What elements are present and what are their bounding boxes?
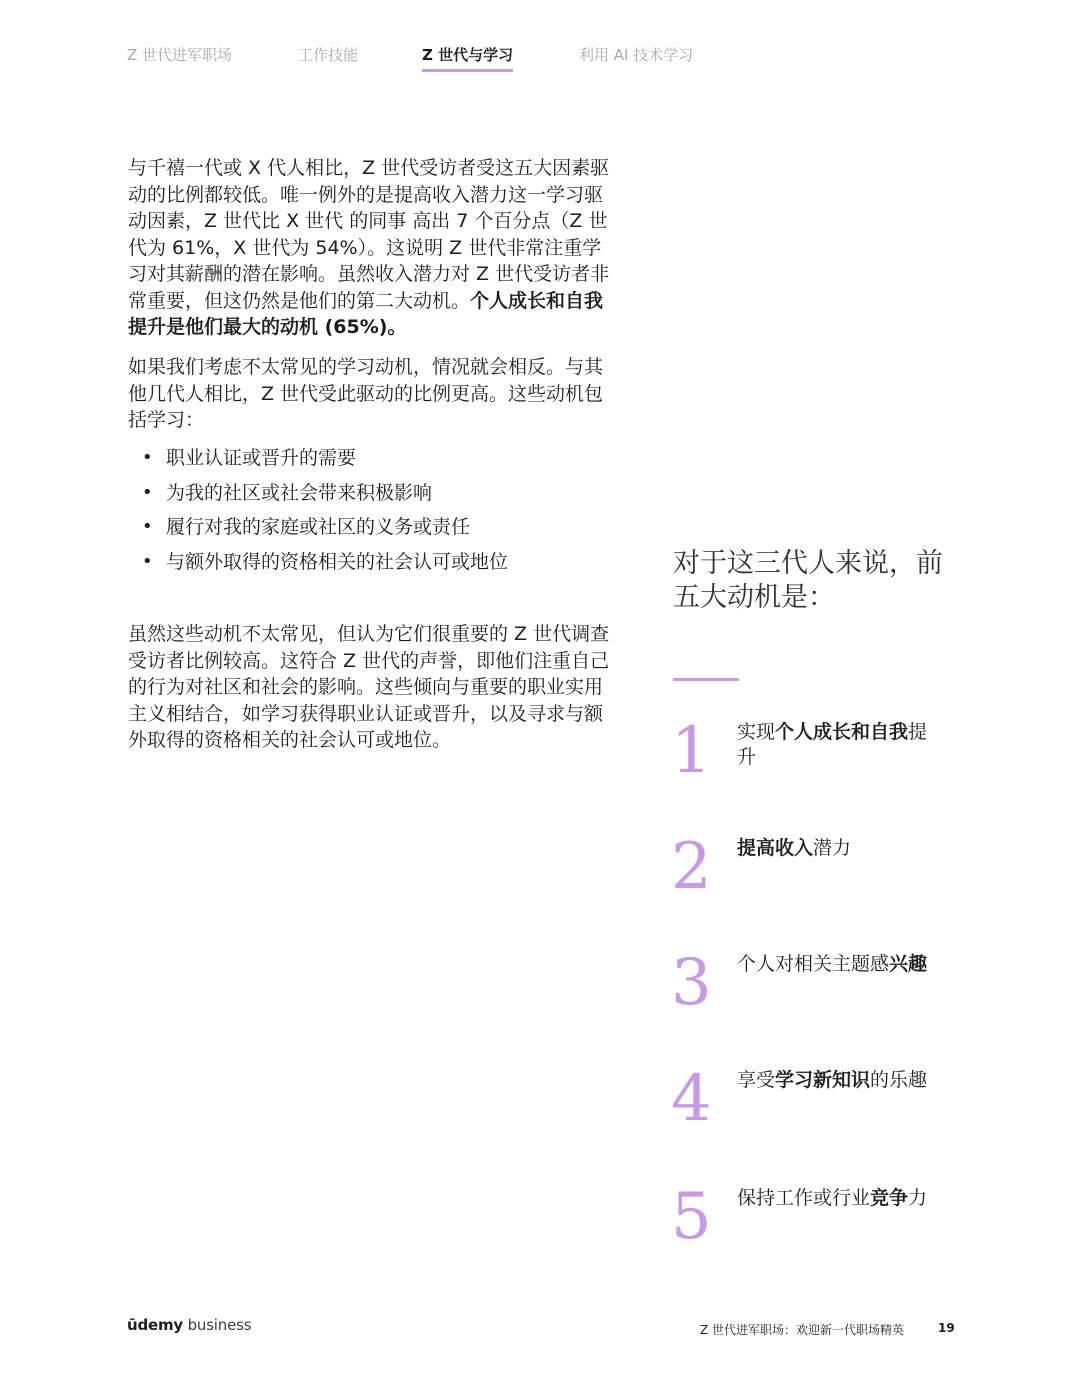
list-item [140, 444, 620, 479]
rank-label-plain-end: 力 [908, 1187, 928, 1209]
rank-label-plain-end: 潜力 [813, 837, 852, 859]
rank-label-plain: 享受 [737, 1069, 776, 1091]
list-item-text: 履行对我的家庭或社区的义务或责任 [166, 516, 471, 538]
accent-divider [673, 678, 739, 681]
bullet-icon: • [142, 447, 153, 468]
footer-report-title: Z 世代进军职场：欢迎新一代职场精英 [700, 1323, 905, 1337]
bullet-icon: • [142, 481, 153, 503]
sidebar-heading: 对于这三代人来说，前五大动机是： [673, 548, 943, 613]
rank-label-bold: 学习新知识 [775, 1069, 871, 1091]
motivation-rank-2 [671, 830, 961, 916]
motivation-rank-5 [671, 1180, 961, 1266]
rank-label-plain-end: 的乐趣 [870, 1069, 928, 1091]
rank-label [737, 720, 937, 770]
logo-brand: ūdemy [127, 1316, 183, 1334]
list-item [140, 479, 620, 514]
motivation-rank-3 [671, 946, 961, 1032]
list-item [140, 513, 620, 548]
paragraph-1 [128, 155, 610, 341]
list-item-text: 为我的社区或社会带来积极影响 [166, 481, 433, 504]
tab-gen-z-learning[interactable]: Z 世代与学习 [422, 44, 513, 72]
logo-suffix: business [183, 1316, 252, 1334]
list-item [140, 548, 620, 583]
rank-number: 3 [671, 946, 712, 1020]
paragraph-2-text: 如果我们考虑不太常见的学习动机，情况就会相反。与其他几代人相比，Z 世代受此驱动的比例更高。这些动机包括学习： [128, 356, 604, 431]
rank-label-bold: 兴趣 [889, 953, 928, 975]
rank-label [737, 1186, 937, 1211]
rank-label [737, 836, 937, 861]
paragraph-2 [128, 354, 610, 434]
paragraph-1-bold: 个人成长和自我提升是他们最大的动机 (65%)。 [128, 289, 604, 338]
tab-gen-z-workplace[interactable]: Z 世代进军职场 [127, 46, 233, 64]
list-item-text: 与额外取得的资格相关的社会认可或地位 [166, 550, 509, 573]
paragraph-3-text: 虽然这些动机不太常见，但认为它们很重要的 Z 世代调查受访者比例较高。这符合 Z 世代的声誉，即他们注重自己的行为对社区和社会的影响。这些倾向与重要的职业实用主义相结合，如学习获得职业认证或晋升，以及寻求与额外取得的资格相关的社会认可或地位。 [128, 623, 610, 751]
paragraph-1-text: 与千禧一代或 X 代人相比，Z 世代受访者受这五大因素驱动的比例都较低。唯一例外的是提高收入潜力这一学习驱动因素，Z 世代比 X 世代 的同事 高出 7 个百分点（Z 世代为 61%，X 世代为 54%）。这说明 Z 世代非常注重学习对其薪酬的潜在影响。虽然收入潜力对 Z 世代受访者非常重要，但这仍然是他们的第二大动机。 [128, 157, 610, 312]
list-item-text: 职业认证或晋升的需要 [166, 447, 357, 469]
rank-label-plain: 个人对相关主题感 [737, 953, 890, 975]
motivation-rank-1 [671, 714, 961, 800]
motivation-rank-4 [671, 1062, 961, 1148]
bullet-icon: • [142, 516, 153, 537]
tab-work-skills[interactable]: 工作技能 [298, 46, 359, 64]
rank-label-plain: 保持工作或行业 [737, 1187, 871, 1209]
udemy-business-logo [127, 1316, 251, 1334]
rank-label-bold: 个人成长和自我 [775, 721, 909, 743]
rank-number: 4 [671, 1062, 712, 1136]
motivation-list [140, 444, 620, 582]
rank-label [737, 952, 937, 977]
bullet-icon: • [142, 550, 153, 572]
page-number: 19 [938, 1321, 955, 1335]
rank-label-plain-end: 提升 [737, 721, 928, 768]
rank-label [737, 1068, 937, 1093]
tab-ai-learning[interactable]: 利用 AI 技术学习 [579, 46, 694, 64]
rank-label-bold: 提高收入 [737, 837, 814, 859]
rank-label-bold: 竞争 [870, 1187, 909, 1209]
rank-label-plain: 实现 [737, 721, 776, 743]
rank-number: 5 [671, 1180, 712, 1254]
rank-number: 1 [671, 714, 712, 788]
paragraph-3 [128, 621, 610, 754]
rank-number: 2 [671, 830, 712, 904]
